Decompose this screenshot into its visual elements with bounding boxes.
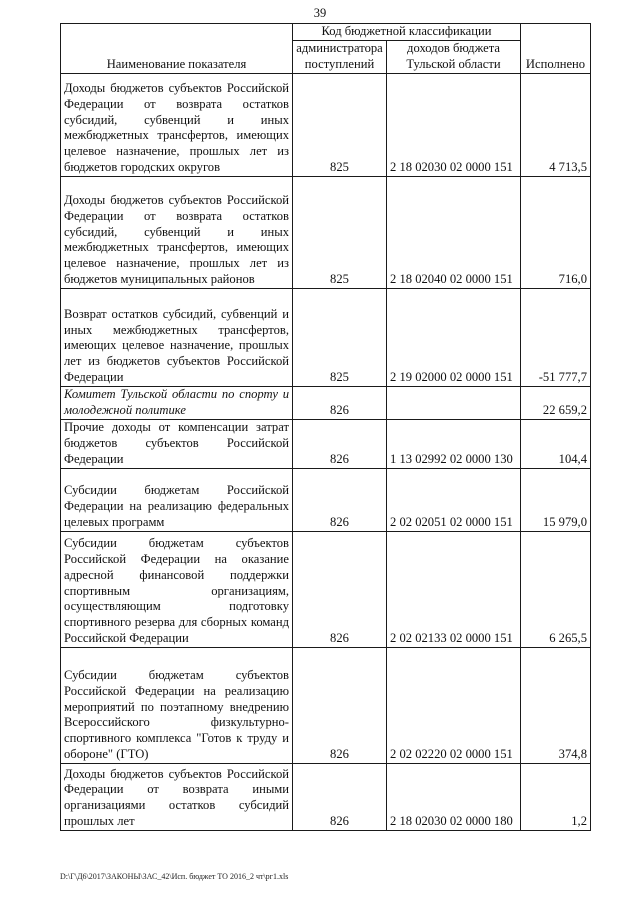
budget-table	[60, 23, 591, 831]
table-row	[61, 73, 591, 176]
table-row	[61, 468, 591, 531]
row-admin: 826	[293, 531, 387, 647]
row-amount: 716,0	[521, 176, 591, 288]
row-name: Субсидии бюджетам субъектов Российской Федерации на оказание адресной финансовой поддержки спортивным организациям, осуществляющим подготовку спортивного резерва для сборных команд Российской Федерации	[61, 531, 293, 647]
row-amount: 1,2	[521, 763, 591, 830]
row-admin: 826	[293, 647, 387, 763]
row-code: 2 02 02220 02 0000 151	[387, 647, 521, 763]
row-name: Субсидии бюджетам субъектов Российской Федерации на реализацию мероприятий по поэтапному внедрению Всероссийского физкультурно-спортивного комплекса "Готов к труду и обороне" (ГТО)	[61, 647, 293, 763]
header-admin: администратора поступлений	[293, 40, 387, 73]
footer-file-path: D:\Г\Д6\2017\ЗАКОНЫ\ЗАС_42\Исп. бюджет ТО 2016_2 чт\рг1.xls	[60, 872, 289, 881]
row-admin: 825	[293, 176, 387, 288]
row-name: Прочие доходы от компенсации затрат бюджетов субъектов Российской Федерации	[61, 419, 293, 468]
row-name: Доходы бюджетов субъектов Российской Федерации от возврата остатков субсидий, субвенций и иных межбюджетных трансфертов, имеющих целевое назначение, прошлых лет из бюджетов муниципальных районов	[61, 176, 293, 288]
row-admin: 826	[293, 763, 387, 830]
row-admin: 826	[293, 468, 387, 531]
row-code: 2 18 02040 02 0000 151	[387, 176, 521, 288]
table-row	[61, 647, 591, 763]
row-code: 2 02 02051 02 0000 151	[387, 468, 521, 531]
row-amount: 374,8	[521, 647, 591, 763]
header-name: Наименование показателя	[61, 24, 293, 74]
row-admin: 825	[293, 288, 387, 386]
row-amount: 22 659,2	[521, 386, 591, 419]
row-admin: 826	[293, 386, 387, 419]
row-admin: 825	[293, 73, 387, 176]
row-admin: 826	[293, 419, 387, 468]
header-income: доходов бюджета Тульской области	[387, 40, 521, 73]
row-amount: 15 979,0	[521, 468, 591, 531]
row-name: Комитет Тульской области по спорту и молодежной политике	[61, 386, 293, 419]
table-row	[61, 176, 591, 288]
row-code: 2 18 02030 02 0000 151	[387, 73, 521, 176]
row-amount: 6 265,5	[521, 531, 591, 647]
table-row	[61, 763, 591, 830]
table-row	[61, 386, 591, 419]
row-name: Доходы бюджетов субъектов Российской Федерации от возврата иными организациями остатков субсидий прошлых лет	[61, 763, 293, 830]
header-executed: Исполнено	[521, 24, 591, 74]
row-code	[387, 386, 521, 419]
table-row	[61, 531, 591, 647]
row-code: 1 13 02992 02 0000 130	[387, 419, 521, 468]
row-code: 2 02 02133 02 0000 151	[387, 531, 521, 647]
row-amount: 104,4	[521, 419, 591, 468]
row-name: Субсидии бюджетам Российской Федерации на реализацию федеральных целевых программ	[61, 468, 293, 531]
table-row	[61, 419, 591, 468]
row-code: 2 19 02000 02 0000 151	[387, 288, 521, 386]
row-name: Доходы бюджетов субъектов Российской Федерации от возврата остатков субсидий, субвенций и иных межбюджетных трансфертов, имеющих целевое назначение, прошлых лет из бюджетов городских округов	[61, 73, 293, 176]
page-number: 39	[313, 6, 327, 20]
table-row	[61, 288, 591, 386]
header-code-group: Код бюджетной классификации	[293, 24, 521, 41]
row-name: Возврат остатков субсидий, субвенций и иных межбюджетных трансфертов, имеющих целевое назначение, прошлых лет из бюджетов субъектов Российской Федерации	[61, 288, 293, 386]
row-amount: -51 777,7	[521, 288, 591, 386]
row-code: 2 18 02030 02 0000 180	[387, 763, 521, 830]
row-amount: 4 713,5	[521, 73, 591, 176]
